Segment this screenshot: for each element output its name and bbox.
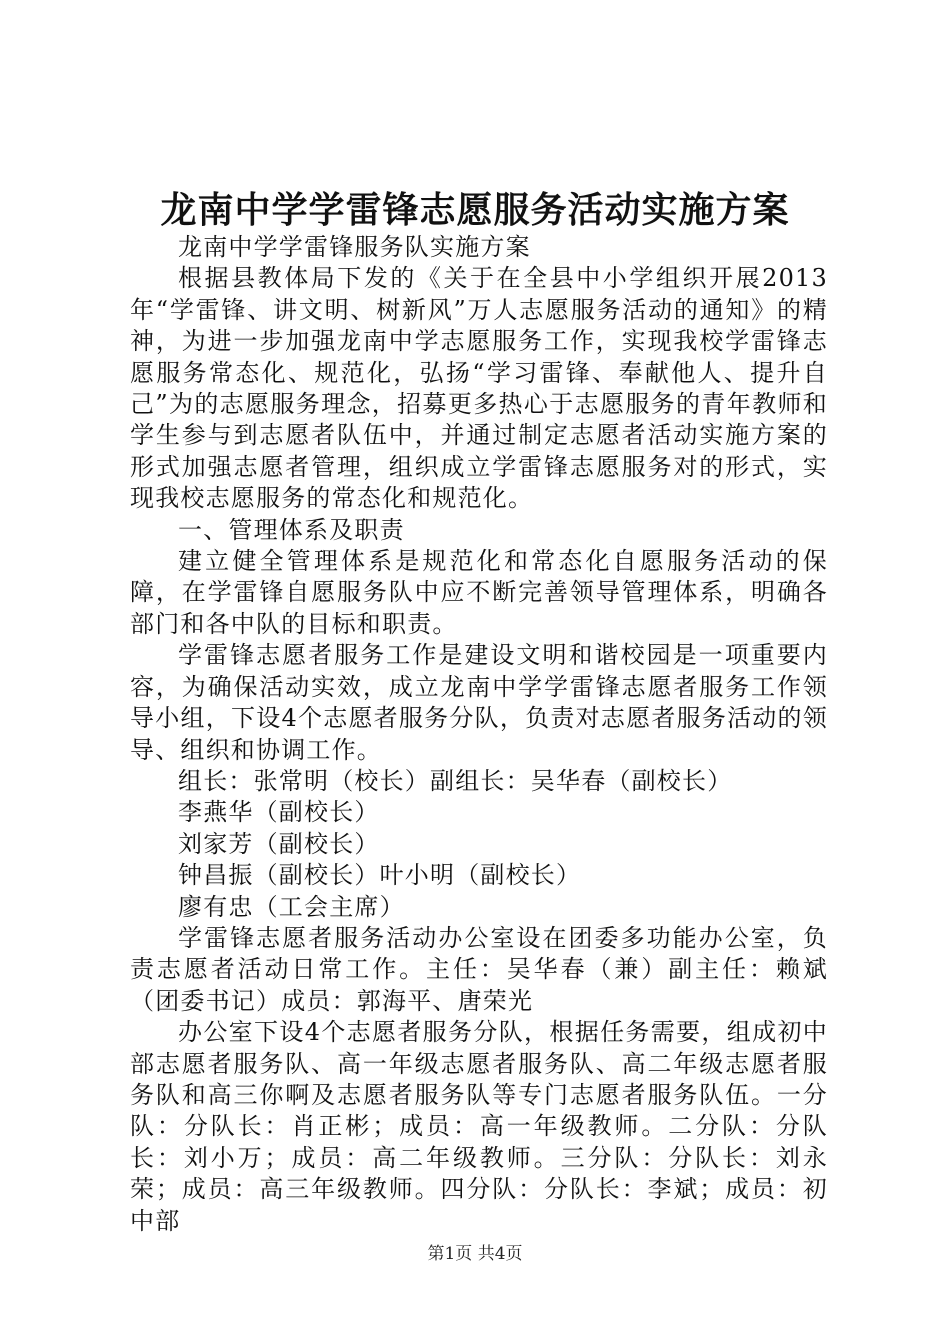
- member-line: 廖有忠（工会主席）: [178, 892, 405, 921]
- page-footer: 第1页 共4页: [427, 1244, 523, 1264]
- member-line: 刘家芳（副校长）: [178, 829, 380, 858]
- teams-paragraph: 办公室下设4个志愿者服务分队，根据任务需要，组成初中部志愿者服务队、高一年级志愿者服务队、高二年级志愿者服务队和高三你啊及志愿者服务队等专门志愿者服务队伍。一分队：分队长：肖正彬；成员：高一年级教师。二分队：分队长：刘小万；成员：高二年级教师。三分队：分队长：刘永荣；成员：高三年级教师。四分队：分队长：李斌；成员：初中部: [130, 1018, 828, 1235]
- management-paragraph: 建立健全管理体系是规范化和常态化自愿服务活动的保障，在学雷锋自愿服务队中应不断完善领导管理体系，明确各部门和各中队的目标和职责。: [130, 547, 828, 638]
- subtitle-paragraph: 龙南中学学雷锋服务队实施方案: [178, 233, 531, 261]
- document-title: 龙南中学学雷锋志愿服务活动实施方案: [160, 189, 790, 231]
- intro-paragraph: 根据县教体局下发的《关于在全县中小学组织开展2013年“学雷锋、讲文明、树新风”万人志愿服务活动的通知》的精神，为进一步加强龙南中学志愿服务工作，实现我校学雷锋志愿服务常态化、规范化，弘扬“学习雷锋、奉献他人、提升自己”为的志愿服务理念，招募更多热心于志愿服务的青年教师和学生参与到志愿者队伍中，并通过制定志愿者活动实施方案的形式加强志愿者管理，组织成立学雷锋志愿服务对的形式，实现我校志愿服务的常态化和规范化。: [130, 264, 828, 513]
- leadership-paragraph: 学雷锋志愿者服务工作是建设文明和谐校园是一项重要内容，为确保活动实效，成立龙南中学学雷锋志愿者服务工作领导小组，下设4个志愿者服务分队，负责对志愿者服务活动的领导、组织和协调工作。: [130, 641, 828, 764]
- leader-line: 组长：张常明（校长）副组长：吴华春（副校长）: [178, 766, 733, 795]
- document-body: [130, 232, 828, 1237]
- member-line: 钟昌振（副校长）叶小明（副校长）: [178, 861, 582, 890]
- section-heading: 一、管理体系及职责: [178, 515, 405, 544]
- member-line: 李燕华（副校长）: [178, 798, 380, 827]
- office-paragraph: 学雷锋志愿者服务活动办公室设在团委多功能办公室，负责志愿者活动日常工作。主任：吴华春（兼）副主任：赖斌（团委书记）成员：郭海平、唐荣光: [130, 923, 828, 1015]
